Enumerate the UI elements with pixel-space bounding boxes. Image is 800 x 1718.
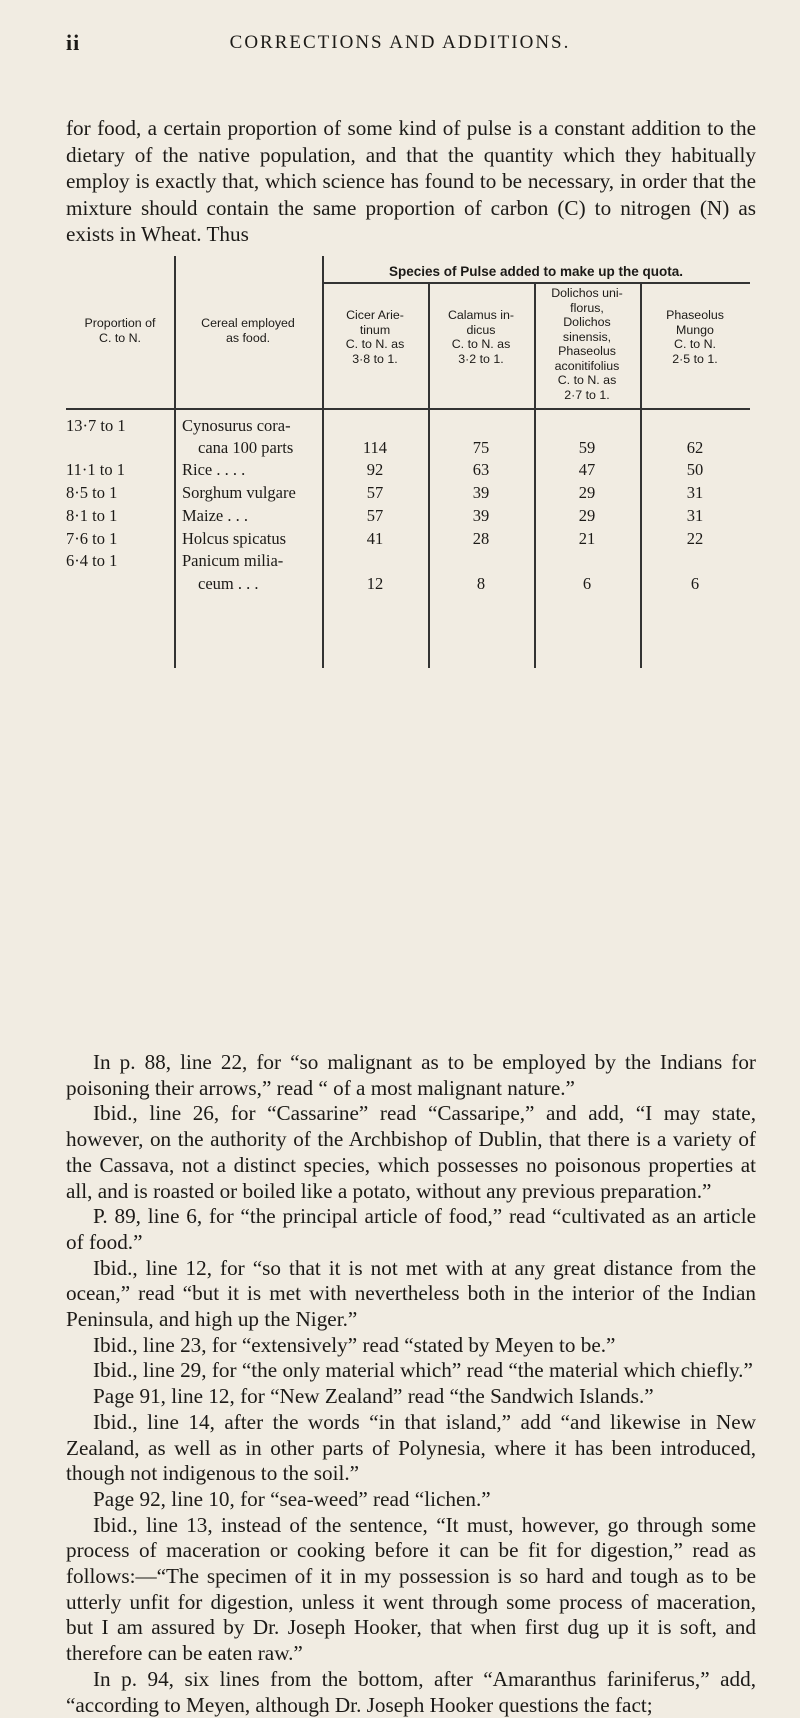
value-cell: 6 [582, 574, 592, 593]
table-row [66, 483, 750, 505]
col-header-line: 2·5 to 1. [672, 351, 718, 366]
col-header-line: 2·7 to 1. [564, 387, 610, 402]
col-header-line: aconitifolius [554, 358, 620, 373]
cereal-cell: Maize . . . [182, 506, 248, 525]
correction-paragraph: Ibid., line 29, for “the only material which” read “the material which chiefly.” [93, 1358, 753, 1383]
col-header-line: as food. [225, 330, 271, 345]
table-row-continued [66, 574, 750, 596]
col-header-line: 3·8 to 1. [352, 351, 398, 366]
table-row [66, 529, 750, 551]
col-header-calamus [428, 308, 534, 366]
correction-paragraph: Ibid., line 12, for “so that it is not met with at any great distance from the ocean,” read “but it is met with nevertheless both in the interior of the Indian Peninsula, and high up the Niger.” [66, 1255, 756, 1332]
correction-paragraph: Ibid., line 23, for “extensively” read “stated by Meyen to be.” [93, 1332, 616, 1357]
col-header-line: C. to N. as [345, 337, 405, 351]
value-cell: 29 [578, 483, 596, 502]
value-cell: 62 [686, 438, 704, 457]
page-header [0, 30, 800, 70]
correction-paragraph: In p. 94, six lines from the bottom, after “Amaranthus fariniferus,” add, “according to Meyen, although Dr. Joseph Hooker questions the fact; [66, 1666, 756, 1717]
col-header-line: Cicer Arie- [346, 308, 404, 322]
col-header-cicer [322, 308, 428, 366]
value-cell: 57 [366, 483, 384, 502]
col-header-line: C. to N. [99, 330, 141, 345]
col-header-proportion [66, 316, 174, 345]
proportion-cell: 11·1 to 1 [66, 460, 125, 479]
col-header-cereal [174, 316, 322, 345]
cereal-cell: Holcus spicatus [182, 529, 287, 548]
table-row-continued [66, 438, 750, 460]
col-header-line: C. to N. as [451, 337, 511, 351]
value-cell: 114 [362, 438, 388, 457]
value-cell: 50 [686, 460, 704, 479]
table-rule [322, 282, 750, 284]
correction-paragraph: Ibid., line 13, instead of the sentence, “It must, however, go through some process of maceration or cooking before it can be fit for digestion,” read as follows:—“The specimen of it in my possession is so hard and tough as to be utterly unfit for digestion, unless it went through some process of maceration, but I am assured by Dr. Joseph Hooker, that when first dug up it is soft, and therefore can be eaten raw.” [66, 1512, 756, 1666]
proportion-cell: 7·6 to 1 [66, 529, 118, 548]
col-header-line: Cereal employed [201, 316, 295, 330]
col-header-line: Calamus in- [447, 308, 515, 322]
col-header-line: Dolichos [563, 315, 611, 329]
cereal-cell: Panicum milia- [182, 551, 284, 570]
table-rule [66, 408, 750, 410]
proportion-cell: 8·5 to 1 [66, 483, 118, 502]
correction-paragraph: Page 91, line 12, for “New Zealand” read “the Sandwich Islands.” [93, 1384, 654, 1409]
col-header-line: sinensis, [562, 329, 612, 344]
value-cell: 41 [366, 529, 384, 548]
corrections-body [66, 1050, 756, 1718]
col-header-line: dicus [466, 322, 496, 337]
value-cell: 47 [578, 460, 596, 479]
cereal-cell: Cynosurus cora- [182, 416, 291, 435]
cereal-cell: ceum . . . [198, 574, 259, 593]
species-header: Species of Pulse added to make up the quota. [388, 264, 684, 279]
value-cell: 59 [578, 438, 596, 457]
value-cell: 92 [366, 460, 384, 479]
value-cell: 12 [366, 574, 384, 593]
correction-paragraph: In p. 88, line 22, for “so malignant as to be employed by the Indians for poisoning their arrows,” read “ of a most malignant nature.” [66, 1050, 756, 1100]
value-cell: 63 [472, 460, 490, 479]
cereal-cell: Rice . . . . [182, 460, 246, 479]
cereal-cell: Sorghum vulgare [182, 483, 296, 502]
correction-paragraph: Page 92, line 10, for “sea-weed” read “lichen.” [93, 1486, 491, 1511]
col-header-line: florus, [570, 300, 604, 315]
col-header-line: C. to N. as [557, 373, 617, 387]
intro-paragraph [66, 115, 756, 248]
value-cell: 8 [476, 574, 486, 593]
col-header-line: Phaseolus [558, 344, 616, 358]
proportion-cell: 13·7 to 1 [66, 416, 126, 435]
col-header-dolichos [534, 286, 640, 402]
table-row [66, 460, 750, 482]
page-number: ii [66, 30, 81, 55]
value-cell: 21 [578, 529, 596, 548]
value-cell: 31 [686, 483, 704, 502]
value-cell: 28 [472, 529, 490, 548]
table-row [66, 551, 750, 573]
value-cell: 22 [686, 529, 704, 548]
value-cell: 29 [578, 506, 596, 525]
value-cell: 75 [472, 438, 490, 457]
table-row [66, 506, 750, 528]
value-cell: 31 [686, 506, 704, 525]
intro-text: for food, a certain proportion of some kind of pulse is a constant addition to the dietary of the native population, and that the quantity which they habitually employ is exactly that, which science has found to be necessary, in order that the mixture should contain the same proportion of carbon (C) to nitrogen (N) as exists in Wheat. Thus [66, 116, 756, 246]
value-cell: 6 [690, 574, 700, 593]
cereal-cell: cana 100 parts [198, 438, 294, 457]
col-header-line: Phaseolus [666, 308, 724, 322]
col-header-line: tinum [359, 322, 391, 337]
col-header-line: Mungo [676, 322, 714, 337]
correction-paragraph: Ibid., line 26, for “Cassarine” read “Cassaripe,” and add, “I may state, however, on the authority of the Archbishop of Dublin, that there is a variety of the Cassava, not a distinct species, which possesses no poisonous properties at all, and is roasted or boiled like a potato, without any previous preparation.” [66, 1101, 756, 1203]
value-cell: 39 [472, 483, 490, 502]
proportion-cell: 8·1 to 1 [66, 506, 118, 525]
correction-paragraph: P. 89, line 6, for “the principal article of food,” read “cultivated as an article of food.” [66, 1204, 756, 1254]
col-header-line: 3·2 to 1. [458, 351, 504, 366]
correction-paragraph: Ibid., line 14, after the words “in that island,” add “and likewise in New Zealand, as well as in other parts of Polynesia, where it has been introduced, though not indigenous to the soil.” [66, 1409, 756, 1486]
col-header-line: C. to N. [674, 337, 716, 351]
running-head: CORRECTIONS AND ADDITIONS. [229, 32, 571, 53]
value-cell: 39 [472, 506, 490, 525]
col-header-line: Dolichos uni- [551, 286, 623, 300]
col-header-line: Proportion of [84, 316, 156, 330]
col-header-phaseolus-mungo [640, 308, 750, 366]
proportion-cell: 6·4 to 1 [66, 551, 118, 570]
value-cell: 57 [366, 506, 384, 525]
table-row [66, 416, 750, 438]
